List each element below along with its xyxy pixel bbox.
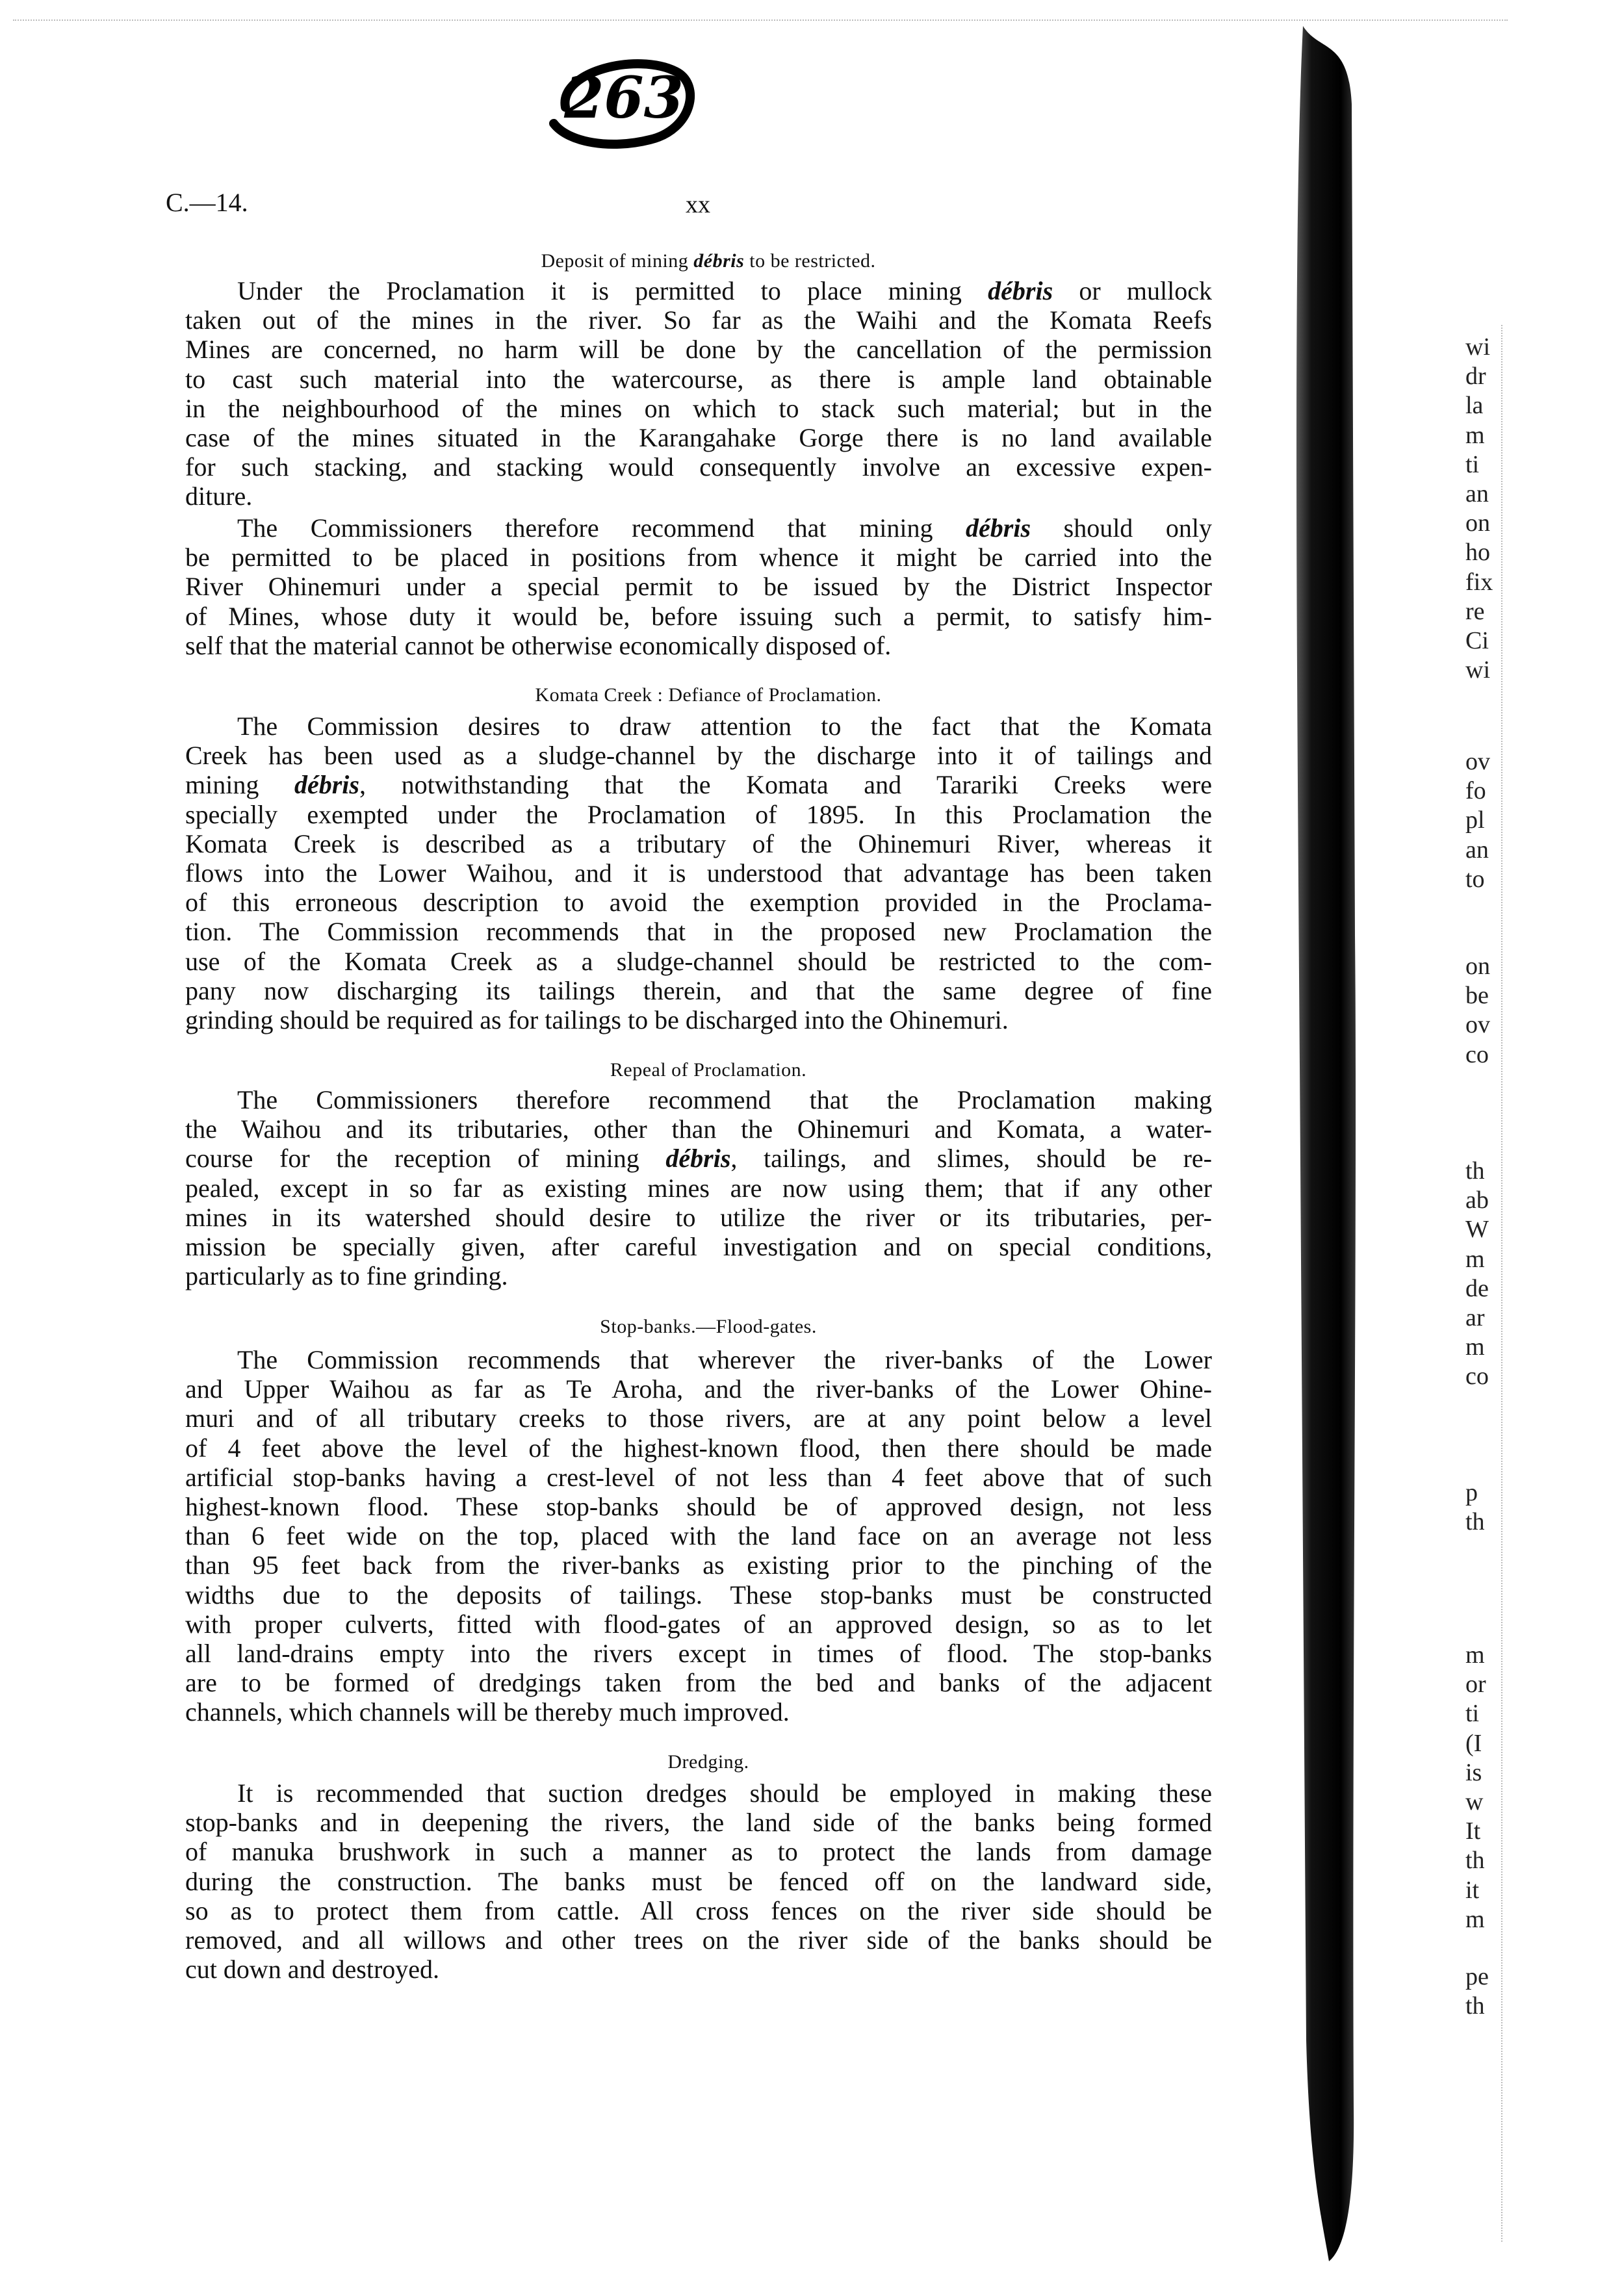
margin-fragment-group-7: pe th: [1465, 1963, 1489, 2020]
page-number: xx: [686, 191, 710, 218]
paragraph-komata: The Commission desires to draw attention to the fact that the Komata Creek has been used as a sludge-channel by the discharge into it of tailings and mining débris, notwithstanding that the Komata and Tarariki Creeks were specially exempted under the Proclamation of 1895. In this Proclamation the Komata Creek is described as a tributary of the Ohinemuri River, whereas it flows into the Lower Waihou, and it is understood that advantage has been taken of this erroneous description to avoid the exemption provided in the Proclama- tion. The Commission recommends that in the proposed new Proclamation the use of the Komata Creek as a sludge-channel should be restricted to the com- pany now discharging its tailings therein, and that the same degree of fine grinding should be required as for tailings to be discharged into the Ohinemuri.: [185, 712, 1213, 1035]
document-reference: C.—14.: [166, 188, 248, 217]
margin-fragment-group-2: ov fo pl an to: [1465, 748, 1490, 893]
section-heading-repeal: Repeal of Proclamation.: [610, 1059, 807, 1081]
section-heading-debris: Deposit of mining débris to be restricted.: [541, 250, 876, 272]
scan-top-edge: [13, 19, 1508, 21]
margin-fragment-group-3: on be ov co: [1465, 953, 1490, 1068]
section-heading-stopbanks: Stop-banks.—Flood-gates.: [600, 1316, 817, 1337]
binding-gutter-shadow: [1290, 26, 1361, 2261]
margin-fragment-group-6: m or ti (I is w It th it m: [1465, 1641, 1486, 1933]
paragraph-repeal: The Commissioners therefore recommend that the Proclamation making the Waihou and its tributaries, other than the Ohinemuri and Komata, a water- course for the reception of mining débris, tailings, and slimes, should be re- pealed, except in so far as existing mines are now using them; that if any other mines in its watershed should desire to utilize the river or its tributaries, per- mission be specially given, after careful investigation and on special conditions, particularly as to fine grinding.: [185, 1085, 1212, 1291]
section-heading-komata: Komata Creek : Defiance of Proclamation.: [535, 684, 882, 706]
paragraph-stopbanks: The Commission recommends that wherever the river-banks of the Lower and Upper Waihou as far as Te Aroha, and the river-banks of the Lower Ohine- muri and of all tributary creeks to those rivers, are at any point below a level of 4 feet above the level of the highest-known flood, then there should be made artificial stop-banks having a crest-level of not less than 4 feet above that of such highest-known flood. These stop-banks should be of approved design, not less than 6 feet wide on the top, placed with the land face on an average not less than 95 feet back from the river-banks as existing prior to the pinching of the widths due to the deposits of tailings. These stop-banks must be constructed with proper culverts, fitted with flood-gates of an approved design, so as to let all land-drains empty into the rivers except in times of flood. The stop-banks are to be formed of dredgings taken from the bed and banks of the adjacent channels, which channels will be thereby much improved.: [185, 1345, 1212, 1727]
margin-fragment-group-1: wi dr la m ti an on ho fix re Ci wi: [1465, 333, 1493, 684]
paragraph-debris-2: The Commissioners therefore recommend that mining débris should only be permitted to be placed in positions from whence it might be carried into the River Ohinemuri under a special permit to be issued by the District Inspector of Mines, whose duty it would be, before issuing such a permit, to satisfy him- self that the material cannot be otherwise economically disposed of.: [185, 513, 1212, 660]
paragraph-dredging: It is recommended that suction dredges should be employed in making these stop-banks and in deepening the rivers, the land side of the banks being formed of manuka brushwork in such a manner as to protect the lands from damage during the construction. The banks must be fenced off on the landward side, so as to protect them from cattle. All cross fences on the river side should be removed, and all willows and other trees on the river side of the banks should be cut down and destroyed.: [185, 1778, 1212, 1984]
margin-fragment-group-5: p th: [1465, 1479, 1485, 1536]
margin-fragment-group-4: th ab W m de ar m co: [1465, 1157, 1489, 1391]
handwritten-folio-number: [539, 45, 708, 156]
folio-number: 263: [564, 64, 684, 131]
section-heading-dredging: Dredging.: [667, 1751, 749, 1773]
paragraph-debris-1: Under the Proclamation it is permitted to place mining débris or mullock taken out of the mines in the river. So far as the Waihi and the Komata Reefs Mines are concerned, no harm will be done by the cancellation of the permission to cast such material into the watercourse, as there is ample land obtainable in the neighbourhood of the mines on which to stack such material; but in the case of the mines situated in the Karangahake Gorge there is no land available for such stacking, and stacking would consequently involve an excessive expen- diture.: [185, 276, 1213, 511]
